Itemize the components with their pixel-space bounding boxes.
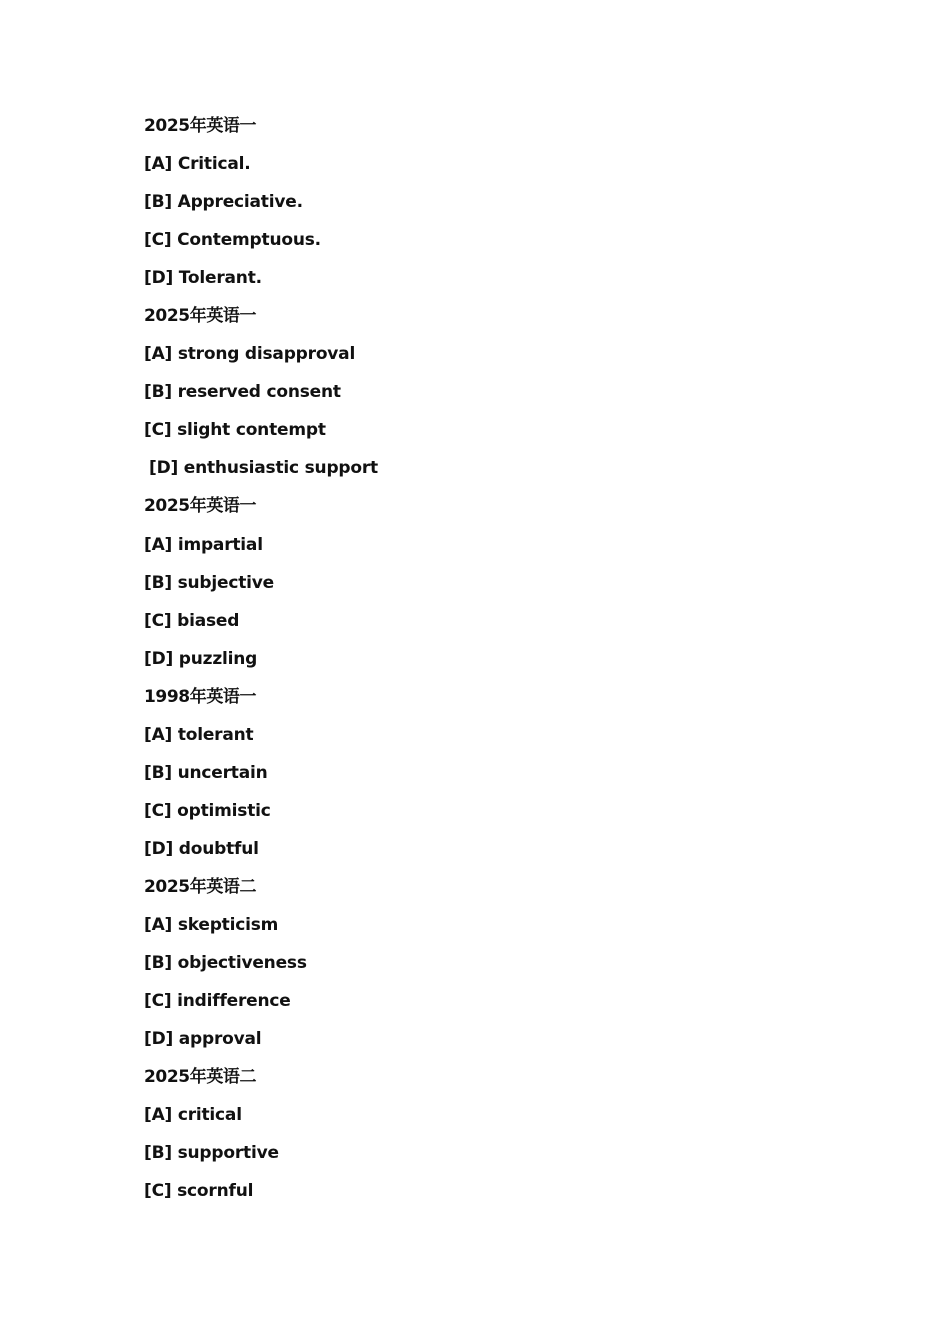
option-c: [C] Contemptuous.	[144, 230, 321, 251]
option-a: [A] impartial	[144, 534, 263, 555]
exam-source-heading: 2025年英语一	[144, 306, 257, 327]
option-b: [B] subjective	[144, 572, 275, 593]
option-a: [A] critical	[144, 1105, 242, 1126]
option-c: [C] scornful	[144, 1181, 254, 1202]
exam-source-heading: 1998年英语一	[144, 686, 257, 707]
option-d: [D] doubtful	[144, 838, 259, 859]
exam-source-heading: 2025年英语一	[144, 116, 257, 136]
option-a: [A] Critical.	[144, 154, 251, 175]
option-a: [A] tolerant	[144, 724, 254, 745]
option-b: [B] Appreciative.	[144, 192, 303, 213]
option-c: [C] optimistic	[144, 800, 271, 821]
exam-source-heading: 2025年英语二	[144, 876, 257, 897]
option-b: [B] supportive	[144, 1143, 279, 1164]
option-c: [C] indifference	[144, 991, 291, 1012]
exam-source-heading: 2025年英语一	[144, 496, 257, 517]
option-b: [B] uncertain	[144, 762, 268, 783]
option-d: [D] Tolerant.	[144, 268, 262, 289]
option-a: [A] strong disapproval	[144, 344, 356, 365]
option-c: [C] biased	[144, 610, 240, 631]
option-d: [D] approval	[144, 1029, 262, 1050]
option-b: [B] reserved consent	[144, 382, 341, 403]
option-d: [D] puzzling	[144, 648, 258, 669]
option-d: [D] enthusiastic support	[149, 458, 378, 479]
option-a: [A] skepticism	[144, 914, 279, 935]
option-c: [C] slight contempt	[144, 420, 326, 441]
question-options-list	[144, 111, 844, 1214]
option-b: [B] objectiveness	[144, 953, 307, 974]
exam-source-heading: 2025年英语二	[144, 1067, 257, 1088]
